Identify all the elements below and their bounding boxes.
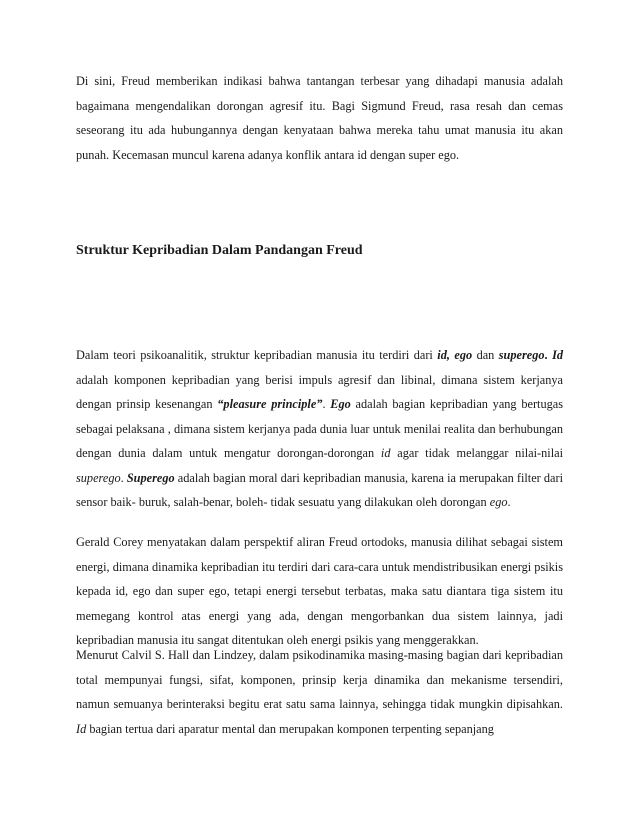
term-superego-italic: superego [76, 470, 121, 485]
term-superego-bold: Superego [126, 470, 175, 485]
term-id: Id [552, 348, 563, 362]
text-run: dan [472, 348, 499, 362]
text-run: agar tidak melanggar nilai-nilai [390, 446, 563, 460]
paragraph-intro-text: Di sini, Freud memberikan indikasi bahwa tantangan terbesar yang dihadapi manusia adalah bagaimana mengendalikan dorongan agresif itu. Bagi Sigmund Freud, rasa resah dan cemas seseorang itu ada hubungannya dengan kenyataan bahwa mereka tahu umat manusia itu akan punah. Kecemasan muncul karena adanya konflik antara id dengan super ego. [76, 74, 563, 162]
term-id-ego: id, ego [437, 348, 473, 362]
text-run: . [120, 470, 127, 485]
paragraph-gerald-corey-text: Gerald Corey menyatakan dalam perspektif aliran Freud ortodoks, manusia dilihat sebagai sistem energi, dimana dinamika kepribadian itu terdiri dari cara-cara untuk mendistribusikan energi psikis kepada id, ego dan super ego, tetapi energi tersebut terbatas, maka satu diantara tiga sistem itu memegang kontrol atas energi yang ada, dengan mengorbankan dua sistem lainnya, jadi kepribadian manusia itu sangat ditentukan oleh energi psikis yang menggerakkan. [76, 535, 563, 647]
term-ego: Ego [330, 397, 351, 411]
term-id-italic: Id [76, 721, 87, 736]
text-run: Dalam teori psikoanalitik, struktur kepribadian manusia itu terdiri dari [76, 348, 438, 362]
paragraph-intro [76, 69, 563, 167]
text-run: . [507, 495, 511, 509]
text-run: bagian tertua dari aparatur mental dan merupakan komponen terpenting sepanjang [86, 721, 494, 736]
paragraph-hall-lindzey [76, 643, 563, 741]
paragraph-gerald-corey [76, 530, 563, 653]
term-id-italic: id [380, 446, 391, 460]
text-run: . [544, 348, 553, 362]
term-ego-italic: ego [489, 495, 508, 509]
text-run: adalah bagian moral dari kepribadian manusia, karena ia merupakan filter dari sensor baik- buruk, salah-benar, boleh- tidak sesuatu yang dilakukan oleh dorongan [76, 470, 563, 509]
term-pleasure-principle: “pleasure principle” [217, 397, 323, 411]
text-run: Menurut Calvil S. Hall dan Lindzey, dalam psikodinamika masing-masing bagian dari kepribadian total mempunyai fungsi, sifat, komponen, prinsip kerja dinamika dan mekanisme tersendiri, namun semuanya berinteraksi begitu erat satu sama lainnya, sehingga tidak mungkin dipisahkan. [76, 648, 563, 711]
text-run: adalah bagian kepribadian yang bertugas sebagai pelaksana , dimana sistem kerjanya pada dunia luar untuk menilai realita dan berhubungan dengan dunia dalam untuk mengatur dorongan-dorongan [76, 397, 563, 460]
paragraph-structure [76, 343, 563, 515]
section-heading: Struktur Kepribadian Dalam Pandangan Freud [76, 243, 363, 258]
term-superego: superego [498, 348, 545, 362]
text-run: adalah komponen kepribadian yang berisi impuls agresif dan libinal, dimana sistem kerjanya dengan prinsip kesenangan [76, 372, 563, 411]
text-run: . [322, 397, 331, 411]
